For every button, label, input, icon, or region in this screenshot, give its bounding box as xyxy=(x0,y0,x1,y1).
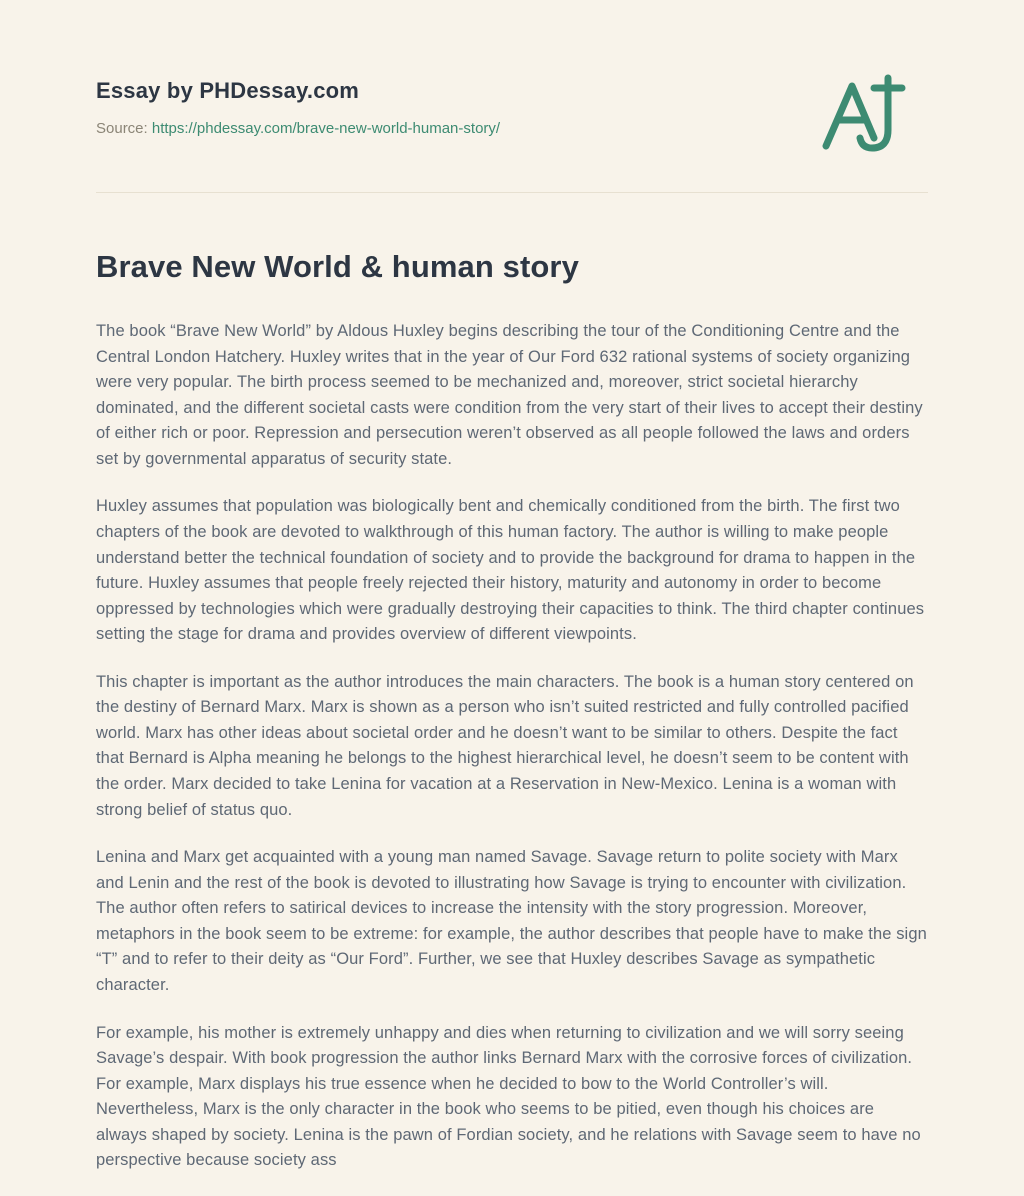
article-body xyxy=(96,319,928,1174)
phdessay-logo-icon xyxy=(818,72,910,164)
essay-paragraph: Huxley assumes that population was biologically bent and chemically conditioned from the birth. The first two chapters of the book are devoted to walkthrough of this human factory. The author is willing to make people understand better the technical foundation of society and to provide the background for drama to happen in the future. Huxley assumes that people freely rejected their history, maturity and autonomy in order to become oppressed by technologies which were gradually destroying their capacities to think. The third chapter continues setting the stage for drama and provides overview of different viewpoints. xyxy=(96,497,925,644)
page-header xyxy=(96,72,928,193)
header-text-block xyxy=(96,72,500,137)
essay-paragraph: For example, his mother is extremely unhappy and dies when returning to civilization and we will sorry seeing Savage’s despair. With book progression the author links Bernard Marx with the corrosive forces of civilization. For example, Marx displays his true essence when he decided to bow to the World Controller’s will. Nevertheless, Marx is the only character in the book who seems to be pitied, even though his choices are always shaped by society. Lenina is the pawn of Fordian society, and he relations with Savage seem to have no perspective because society ass xyxy=(96,1023,921,1170)
essay-paragraph: This chapter is important as the author introduces the main characters. The book is a human story centered on the destiny of Bernard Marx. Marx is shown as a person who isn’t suited restricted and fully controlled pacified world. Marx has other ideas about societal order and he doesn’t want to be similar to others. Despite the fact that Bernard is Alpha meaning he belongs to the highest hierarchical level, he doesn’t seem to be content with the order. Marx decided to take Lenina for vacation at a Reservation in New-Mexico. Lenina is a woman with strong belief of status quo. xyxy=(96,672,914,819)
essay-paragraph: The book “Brave New World” by Aldous Huxley begins describing the tour of the Conditioning Centre and the Central London Hatchery. Huxley writes that in the year of Our Ford 632 rational systems of society organizing were very popular. The birth process seemed to be mechanized and, moreover, strict societal hierarchy dominated, and the different societal casts were condition from the very start of their lives to accept their destiny of either rich or poor. Repression and persecution weren’t observed as all people followed the laws and orders set by governmental apparatus of security state. xyxy=(96,322,923,468)
source-url-link[interactable]: https://phdessay.com/brave-new-world-human-story/ xyxy=(151,120,501,137)
essay-title: Brave New World & human story xyxy=(96,249,579,284)
essay-article xyxy=(96,193,928,1174)
source-label: Source: xyxy=(96,120,148,137)
site-title: Essay by PHDessay.com xyxy=(96,78,360,103)
essay-paragraph: Lenina and Marx get acquainted with a young man named Savage. Savage return to polite society with Marx and Lenin and the rest of the book is devoted to illustrating how Savage is trying to encounter with civilization. The author often refers to satirical devices to increase the intensity with the story progression. Moreover, metaphors in the book seem to be extreme: for example, the author describes that people have to make the sign “T” and to refer to their deity as “Our Ford”. Further, we see that Huxley describes Savage as sympathetic character. xyxy=(96,848,927,994)
logo-a-stroke xyxy=(826,86,874,146)
source-line xyxy=(96,120,500,137)
